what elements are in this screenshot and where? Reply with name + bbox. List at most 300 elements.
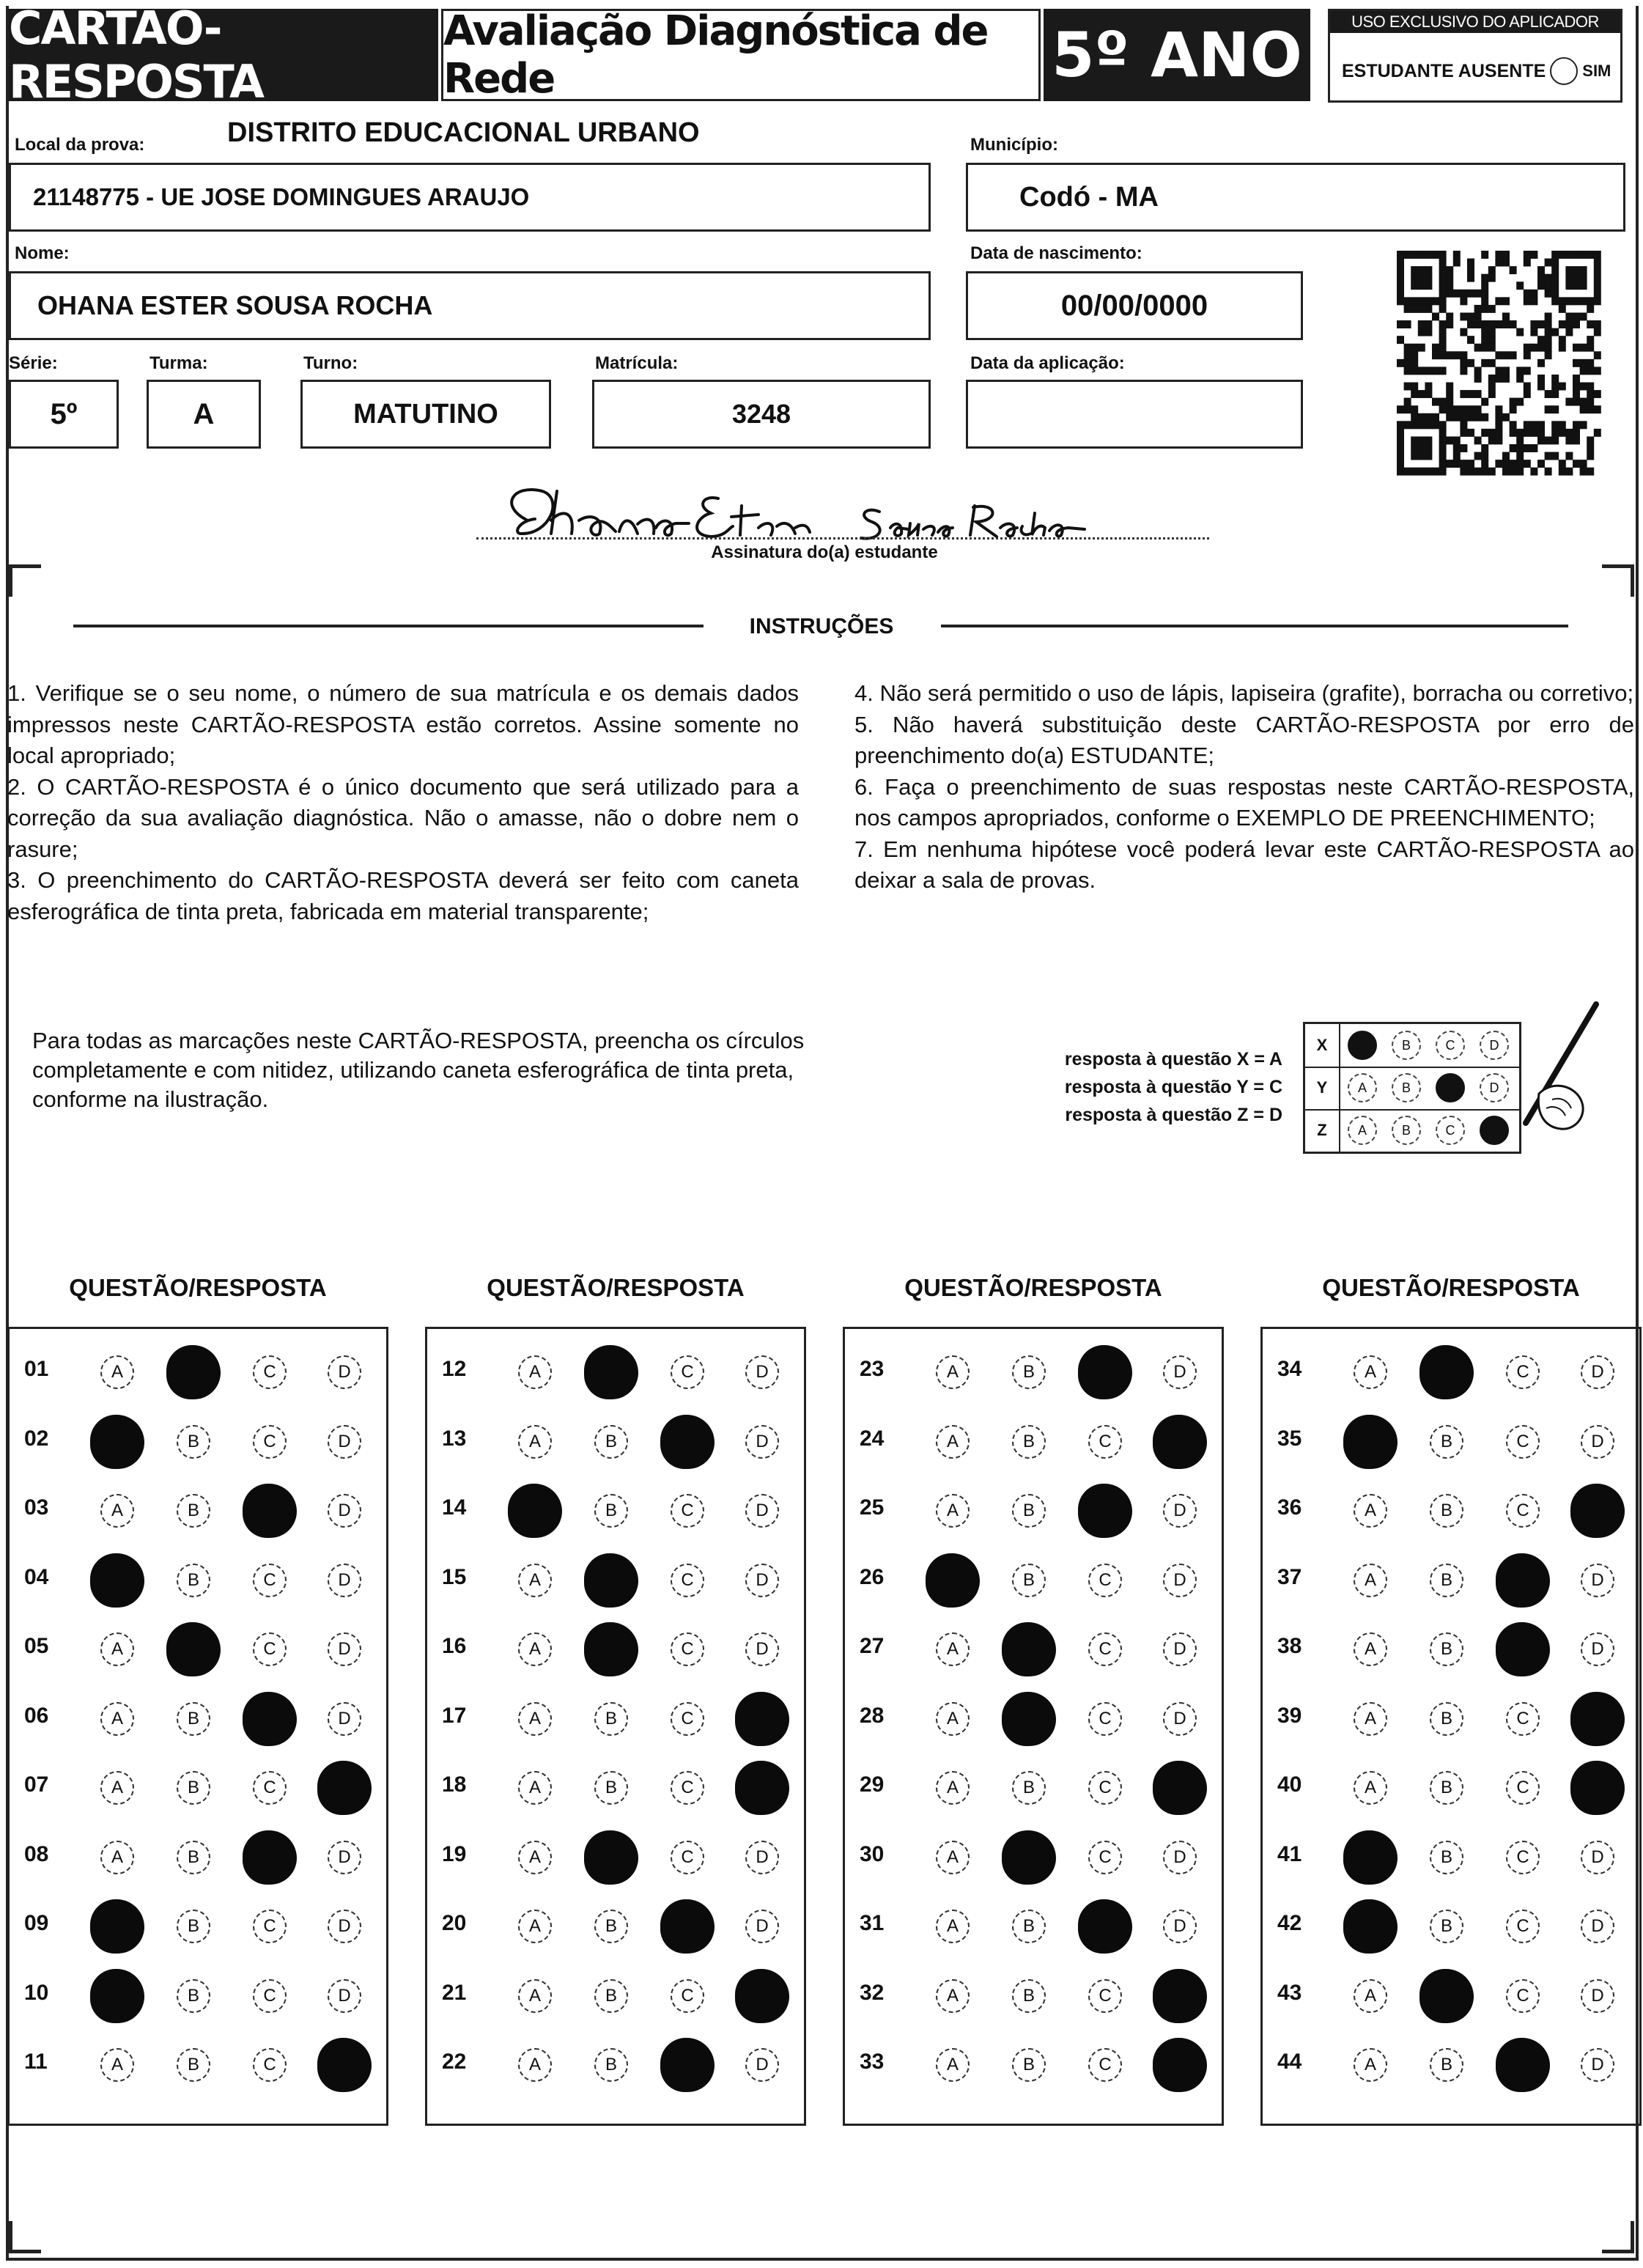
example-row [1305,1024,1519,1068]
answer-bubble-a[interactable]: A [936,1771,970,1805]
answer-bubble-b[interactable]: B [1012,1494,1046,1528]
question-number: 43 [1277,1980,1302,2005]
answer-bubble-a[interactable] [1343,1830,1398,1885]
answer-bubble-a[interactable]: A [936,1425,970,1459]
answer-bubble-d[interactable] [317,2038,372,2092]
question-number: 32 [860,1980,885,2005]
answer-bubble-b[interactable] [584,1830,638,1885]
question-row [427,1892,804,1961]
answer-bubble-d[interactable]: D [745,1841,779,1874]
answer-bubble-a[interactable]: A [936,1632,970,1666]
answer-bubble-d[interactable]: D [328,1702,361,1736]
question-row [845,1685,1222,1753]
answer-bubble-d[interactable]: D [1581,1979,1614,2013]
answer-bubble-a[interactable]: A [936,1355,970,1389]
answer-bubble-a[interactable]: A [100,1494,134,1528]
answer-bubble-b[interactable]: B [177,2048,210,2082]
answer-bubble-b[interactable]: B [594,1771,628,1805]
question-row [10,1962,386,2030]
example-bubble-b: B [1392,1031,1421,1060]
answer-bubble-a[interactable]: A [518,1910,552,1943]
answer-bubble-c[interactable] [660,1899,715,1954]
answer-bubble-d[interactable] [1153,2038,1207,2092]
answer-bubble-a[interactable]: A [518,1979,552,2013]
answer-bubble-b[interactable]: B [1012,1979,1046,2013]
question-number: 28 [860,1703,885,1728]
answer-bubble-d[interactable]: D [1581,1910,1614,1943]
answer-bubble-c[interactable]: C [1088,1841,1122,1874]
matricula-value: 3248 [731,399,791,429]
answer-bubble-c[interactable] [243,1830,297,1885]
column-title: QUESTÃO/RESPOSTA [1322,1274,1580,1301]
answer-bubble-a[interactable] [90,1553,144,1608]
column-title: QUESTÃO/RESPOSTA [904,1274,1162,1301]
answer-bubble-d[interactable] [735,1969,789,2023]
question-row [10,1476,386,1545]
answer-bubble-c[interactable] [243,1692,297,1746]
nome-field [9,271,931,340]
column-title: QUESTÃO/RESPOSTA [487,1274,745,1301]
answer-bubble-a[interactable]: A [1354,1702,1387,1736]
answer-bubble-a[interactable] [1343,1415,1398,1469]
answer-bubble-d[interactable]: D [1581,1355,1614,1389]
answer-bubble-d[interactable]: D [1581,1564,1614,1597]
question-number: 39 [1277,1703,1302,1728]
answer-bubble-c[interactable]: C [1506,1979,1540,2013]
answer-bubble-b[interactable]: B [1012,1564,1046,1597]
answer-bubble-d[interactable]: D [328,1494,361,1528]
example-row-label: Z [1305,1109,1340,1152]
corner-mark-br [1602,2221,1634,2253]
answer-bubble-b[interactable]: B [1430,1910,1463,1943]
answer-bubble-d[interactable]: D [745,1494,779,1528]
answer-bubble-d[interactable]: D [1163,1494,1197,1528]
answer-bubble-c[interactable]: C [253,2048,287,2082]
answer-bubble-a[interactable]: A [1354,1494,1387,1528]
answer-bubble-a[interactable]: A [518,1702,552,1736]
answer-bubble-b[interactable]: B [594,2048,628,2082]
signature-caption: Assinatura do(a) estudante [711,542,938,562]
answer-bubble-b[interactable]: B [1430,1771,1463,1805]
question-row [845,1546,1222,1615]
question-row [10,2030,386,2099]
evaluation-title: Avaliação Diagnóstica de Rede [441,9,1041,101]
answer-bubble-a[interactable]: A [936,1494,970,1528]
answer-bubble-c[interactable]: C [1088,1425,1122,1459]
answer-bubble-a[interactable]: A [100,1702,134,1736]
signature-line [476,537,1209,540]
answer-bubble-a[interactable]: A [518,1771,552,1805]
question-row [427,1615,804,1684]
answer-bubble-d[interactable] [1570,1484,1625,1538]
answer-bubble-b[interactable] [1419,1969,1474,2023]
answer-bubble-c[interactable]: C [1088,1632,1122,1666]
answer-bubble-a[interactable]: A [1354,1979,1387,2013]
answer-bubble-c[interactable]: C [253,1355,287,1389]
question-number: 06 [24,1703,49,1728]
answer-bubble-b[interactable]: B [594,1494,628,1528]
answer-bubble-b[interactable]: B [1430,1702,1463,1736]
answer-bubble-d[interactable]: D [328,1910,361,1943]
answer-bubble-b[interactable] [1002,1830,1056,1885]
question-number: 11 [24,2050,48,2074]
question-row [845,2030,1222,2099]
answer-bubble-c[interactable]: C [671,1564,704,1597]
answer-bubble-a[interactable] [90,1899,144,1954]
question-row [845,1407,1222,1476]
page-frame-bottom [6,2258,1639,2261]
answer-bubble-b[interactable]: B [1430,1841,1463,1874]
answer-bubble-c[interactable]: C [1506,1425,1540,1459]
answer-bubble-b[interactable]: B [177,1841,210,1874]
answer-bubble-d[interactable]: D [745,1355,779,1389]
example-bubble-c [1436,1073,1465,1102]
question-number: 33 [860,2050,885,2074]
answer-bubble-a[interactable]: A [936,1979,970,2013]
question-row [10,1892,386,1961]
corner-mark-tl [9,564,41,597]
corner-mark-bl [9,2221,41,2253]
question-number: 38 [1277,1634,1302,1658]
answer-bubble-d[interactable] [735,1761,789,1815]
answer-bubble-d[interactable]: D [1163,1632,1197,1666]
question-row [10,1685,386,1753]
answer-bubble-d[interactable] [1570,1761,1625,1815]
answer-bubble-c[interactable]: C [671,1702,704,1736]
answer-bubble-d[interactable]: D [328,1355,361,1389]
question-row [10,1753,386,1822]
answer-bubble-d[interactable] [1153,1969,1207,2023]
answer-bubble-a[interactable]: A [518,1841,552,1874]
answer-bubble-c[interactable] [1078,1345,1132,1399]
answer-bubble-d[interactable]: D [745,1425,779,1459]
example-bubble-c: C [1436,1031,1465,1060]
answer-bubble-c[interactable]: C [1506,1355,1540,1389]
answer-bubble-c[interactable]: C [253,1564,287,1597]
question-row [10,1823,386,1892]
answer-bubble-a[interactable]: A [518,1355,552,1389]
nome-label: Nome: [15,243,70,263]
answer-bubble-a[interactable] [508,1484,562,1538]
answer-bubble-d[interactable]: D [1581,2048,1614,2082]
answer-bubble-c[interactable]: C [1088,1979,1122,2013]
answer-bubble-b[interactable]: B [177,1702,210,1736]
answer-bubble-a[interactable]: A [1354,1355,1387,1389]
question-row [1263,1338,1639,1407]
turno-value: MATUTINO [353,398,498,430]
answer-column-1 [7,1327,388,2126]
instruction-6: 6. Faça o preenchimento de suas respostas neste CARTÃO-RESPOSTA, nos campos apropriados, conforme o EXEMPLO DE PREENCHIMENTO; [854,773,1634,831]
answer-bubble-c[interactable]: C [1506,1841,1540,1874]
answer-bubble-b[interactable] [1419,1345,1474,1399]
example-bubble-d: D [1480,1073,1509,1102]
answer-bubble-c[interactable]: C [671,1979,704,2013]
question-row [427,1476,804,1545]
aplicacao-field [966,380,1303,449]
question-row [427,1546,804,1615]
serie-field [9,380,119,449]
answer-bubble-b[interactable]: B [177,1771,210,1805]
absent-checkbox[interactable] [1550,57,1578,85]
answer-bubble-b[interactable]: B [1430,1494,1463,1528]
answer-bubble-b[interactable]: B [177,1494,210,1528]
example-bubble-a: A [1348,1073,1377,1102]
column-title: QUESTÃO/RESPOSTA [69,1274,327,1301]
answer-bubble-d[interactable]: D [745,1910,779,1943]
answer-bubble-b[interactable]: B [1012,1910,1046,1943]
answer-bubble-a[interactable]: A [1354,1564,1387,1597]
matricula-field [592,380,931,449]
question-row [1263,1823,1639,1892]
question-row [845,1962,1222,2030]
question-number: 27 [860,1634,885,1658]
answer-bubble-d[interactable]: D [1163,1841,1197,1874]
instruction-4: 4. Não será permitido o uso de lápis, lapiseira (grafite), borracha ou corretivo; [854,680,1634,706]
answer-bubble-c[interactable]: C [253,1979,287,2013]
answer-bubble-b[interactable]: B [1012,1355,1046,1389]
answer-bubble-a[interactable]: A [936,1702,970,1736]
answer-bubble-c[interactable] [1496,2038,1550,2092]
answer-bubble-d[interactable]: D [328,1841,361,1874]
answer-bubble-c[interactable]: C [1088,2048,1122,2082]
question-number: 24 [860,1426,885,1451]
question-number: 14 [442,1495,467,1520]
turma-value: A [193,397,215,430]
answer-bubble-b[interactable]: B [594,1910,628,1943]
district-name: DISTRITO EDUCACIONAL URBANO [227,117,700,148]
answer-bubble-d[interactable]: D [1163,1564,1197,1597]
question-number: 36 [1277,1495,1302,1520]
card-title: CARTÃO-RESPOSTA [9,9,438,101]
answer-bubble-c[interactable]: C [253,1910,287,1943]
answer-bubble-b[interactable] [584,1622,638,1676]
page-frame-right [1636,6,1639,2261]
instructions-left [7,678,799,927]
answer-bubble-c[interactable] [243,1484,297,1538]
answer-bubble-d[interactable]: D [328,1425,361,1459]
answer-bubble-b[interactable]: B [177,1425,210,1459]
answer-bubble-d[interactable]: D [745,1632,779,1666]
question-number: 20 [442,1911,467,1935]
answer-bubble-d[interactable]: D [745,2048,779,2082]
answer-bubble-d[interactable] [1570,1692,1625,1746]
answer-bubble-a[interactable]: A [1354,1632,1387,1666]
answer-bubble-a[interactable]: A [100,1355,134,1389]
answer-bubble-c[interactable]: C [671,1771,704,1805]
question-number: 21 [442,1980,467,2005]
answer-bubble-b[interactable]: B [1012,1771,1046,1805]
answer-bubble-d[interactable]: D [1581,1632,1614,1666]
answer-bubble-a[interactable]: A [100,1771,134,1805]
example-legend [1019,1045,1282,1129]
answer-bubble-a[interactable]: A [936,1910,970,1943]
answer-bubble-b[interactable] [166,1622,221,1676]
example-line-x: resposta à questão X = A [1064,1049,1282,1069]
instruction-5: 5. Não haverá substituição deste CARTÃO-RESPOSTA por erro de preenchimento do(a) ESTUDANTE; [854,711,1634,768]
question-row [845,1338,1222,1407]
example-line-z: resposta à questão Z = D [1065,1105,1282,1125]
answer-bubble-d[interactable]: D [1163,1702,1197,1736]
applicator-title: USO EXCLUSIVO DO APLICADOR [1330,11,1620,33]
answer-bubble-d[interactable]: D [328,1632,361,1666]
answer-bubble-b[interactable]: B [594,1425,628,1459]
answer-bubble-d[interactable] [1153,1415,1207,1469]
answer-bubble-b[interactable] [1002,1622,1056,1676]
answer-bubble-c[interactable]: C [253,1771,287,1805]
municipio-label: Município: [970,135,1058,155]
answer-bubble-a[interactable] [1343,1899,1398,1954]
instruction-1: 1. Verifique se o seu nome, o número de sua matrícula e os demais dados impressos neste CARTÃO-RESPOSTA estão corretos. Assine somente no local apropriado; [7,680,799,768]
answer-bubble-c[interactable]: C [1088,1564,1122,1597]
answer-bubble-a[interactable] [90,1969,144,2023]
question-number: 30 [860,1841,885,1866]
answer-bubble-a[interactable] [926,1553,980,1608]
answer-bubble-b[interactable]: B [177,1910,210,1943]
question-number: 09 [24,1911,49,1935]
question-row [1263,2030,1639,2099]
answer-bubble-b[interactable]: B [177,1979,210,2013]
example-row [1305,1067,1519,1111]
answer-bubble-b[interactable] [584,1553,638,1608]
question-number: 35 [1277,1426,1302,1451]
example-row-label: X [1305,1024,1340,1067]
answer-bubble-a[interactable]: A [518,1632,552,1666]
question-number: 05 [24,1634,49,1658]
answer-bubble-d[interactable]: D [1163,1355,1197,1389]
question-row [845,1892,1222,1961]
answer-bubble-b[interactable]: B [1430,1632,1463,1666]
answer-bubble-c[interactable]: C [253,1425,287,1459]
answer-bubble-c[interactable]: C [1088,1702,1122,1736]
answer-bubble-a[interactable]: A [1354,1771,1387,1805]
turma-field [147,380,261,449]
question-number: 18 [442,1772,467,1797]
absent-row [1342,55,1620,87]
absent-option: SIM [1582,62,1611,80]
example-table [1303,1022,1521,1154]
answer-bubble-c[interactable]: C [1088,1771,1122,1805]
example-bubble-a: A [1348,1116,1377,1145]
example-row [1305,1109,1519,1153]
answer-bubble-c[interactable] [660,2038,715,2092]
answer-bubble-a[interactable]: A [518,2048,552,2082]
answer-bubble-c[interactable]: C [671,1355,704,1389]
answer-bubble-b[interactable] [1002,1692,1056,1746]
answer-bubble-c[interactable]: C [671,1841,704,1874]
answer-bubble-a[interactable]: A [936,2048,970,2082]
aplicacao-label: Data da aplicação: [970,353,1125,373]
answer-bubble-c[interactable] [1078,1899,1132,1954]
answer-bubble-d[interactable]: D [745,1564,779,1597]
answer-bubble-c[interactable] [1496,1553,1550,1608]
question-row [427,1823,804,1892]
answer-bubble-b[interactable]: B [594,1979,628,2013]
instruction-7: 7. Em nenhuma hipótese você poderá levar este CARTÃO-RESPOSTA ao deixar a sala de provas. [854,836,1634,893]
answer-bubble-b[interactable]: B [1012,1425,1046,1459]
answer-bubble-a[interactable] [90,1415,144,1469]
answer-bubble-d[interactable]: D [1581,1425,1614,1459]
answer-bubble-b[interactable]: B [1430,1425,1463,1459]
turno-label: Turno: [303,353,358,373]
question-row [427,1962,804,2030]
example-bubble-b: B [1392,1116,1421,1145]
question-row [1263,1962,1639,2030]
question-number: 37 [1277,1564,1302,1589]
question-number: 12 [442,1357,467,1381]
answer-bubble-c[interactable] [1078,1484,1132,1538]
question-row [10,1546,386,1615]
answer-bubble-d[interactable]: D [1581,1841,1614,1874]
instructions-title: INSTRUÇÕES [749,614,894,638]
answer-bubble-a[interactable]: A [100,2048,134,2082]
answer-bubble-a[interactable]: A [936,1841,970,1874]
question-number: 16 [442,1634,467,1658]
question-number: 26 [860,1564,885,1589]
example-line-y: resposta à questão Y = C [1064,1077,1282,1097]
question-row [1263,1753,1639,1822]
example-bubble-b: B [1392,1073,1421,1102]
answer-bubble-c[interactable] [660,1415,715,1469]
absent-label: ESTUDANTE AUSENTE [1342,60,1546,81]
local-field [9,163,931,232]
answer-bubble-b[interactable]: B [1012,2048,1046,2082]
nascimento-label: Data de nascimento: [970,243,1142,263]
answer-bubble-c[interactable]: C [253,1632,287,1666]
answer-bubble-c[interactable]: C [671,1494,704,1528]
answer-bubble-d[interactable] [317,1761,372,1815]
question-row [845,1615,1222,1684]
question-row [10,1407,386,1476]
answer-bubble-b[interactable]: B [1430,1564,1463,1597]
answer-bubble-c[interactable]: C [671,1632,704,1666]
answer-bubble-b[interactable] [166,1345,221,1399]
answer-bubble-a[interactable]: A [100,1841,134,1874]
question-number: 23 [860,1357,885,1381]
answer-bubble-c[interactable]: C [1506,1910,1540,1943]
question-row [1263,1615,1639,1684]
answer-bubble-c[interactable]: C [1506,1771,1540,1805]
answer-bubble-c[interactable]: C [1506,1494,1540,1528]
local-value: 21148775 - UE JOSE DOMINGUES ARAUJO [33,183,530,210]
question-row [845,1753,1222,1822]
matricula-label: Matrícula: [595,353,679,373]
example-row-label: Y [1305,1067,1340,1109]
answer-bubble-d[interactable]: D [328,1979,361,2013]
answer-bubble-a[interactable]: A [518,1564,552,1597]
answer-bubble-d[interactable] [735,1692,789,1746]
answer-bubble-a[interactable]: A [518,1425,552,1459]
answer-bubble-b[interactable]: B [594,1702,628,1736]
answer-bubble-d[interactable]: D [1163,1910,1197,1943]
answer-bubble-d[interactable] [1153,1761,1207,1815]
instruction-3: 3. O preenchimento do CARTÃO-RESPOSTA deverá ser feito com caneta esferográfica de tinta preta, fabricada em material transparente; [7,867,799,924]
answer-bubble-d[interactable]: D [328,1564,361,1597]
turno-field [300,380,551,449]
answer-bubble-b[interactable]: B [1430,2048,1463,2082]
question-number: 15 [442,1564,467,1589]
question-row [427,1753,804,1822]
answer-bubble-a[interactable]: A [1354,2048,1387,2082]
answer-bubble-c[interactable] [1496,1622,1550,1676]
corner-mark-tr [1602,564,1634,597]
question-row [845,1823,1222,1892]
question-number: 19 [442,1841,467,1866]
answer-bubble-b[interactable]: B [177,1564,210,1597]
answer-bubble-a[interactable]: A [100,1632,134,1666]
fill-instruction: Para todas as marcações neste CARTÃO-RESPOSTA, preencha os círculos completamente e com nitidez, utilizando caneta esferográfica de tinta preta, conforme na ilustração. [32,1028,805,1112]
answer-bubble-c[interactable]: C [1506,1702,1540,1736]
answer-bubble-b[interactable] [584,1345,638,1399]
